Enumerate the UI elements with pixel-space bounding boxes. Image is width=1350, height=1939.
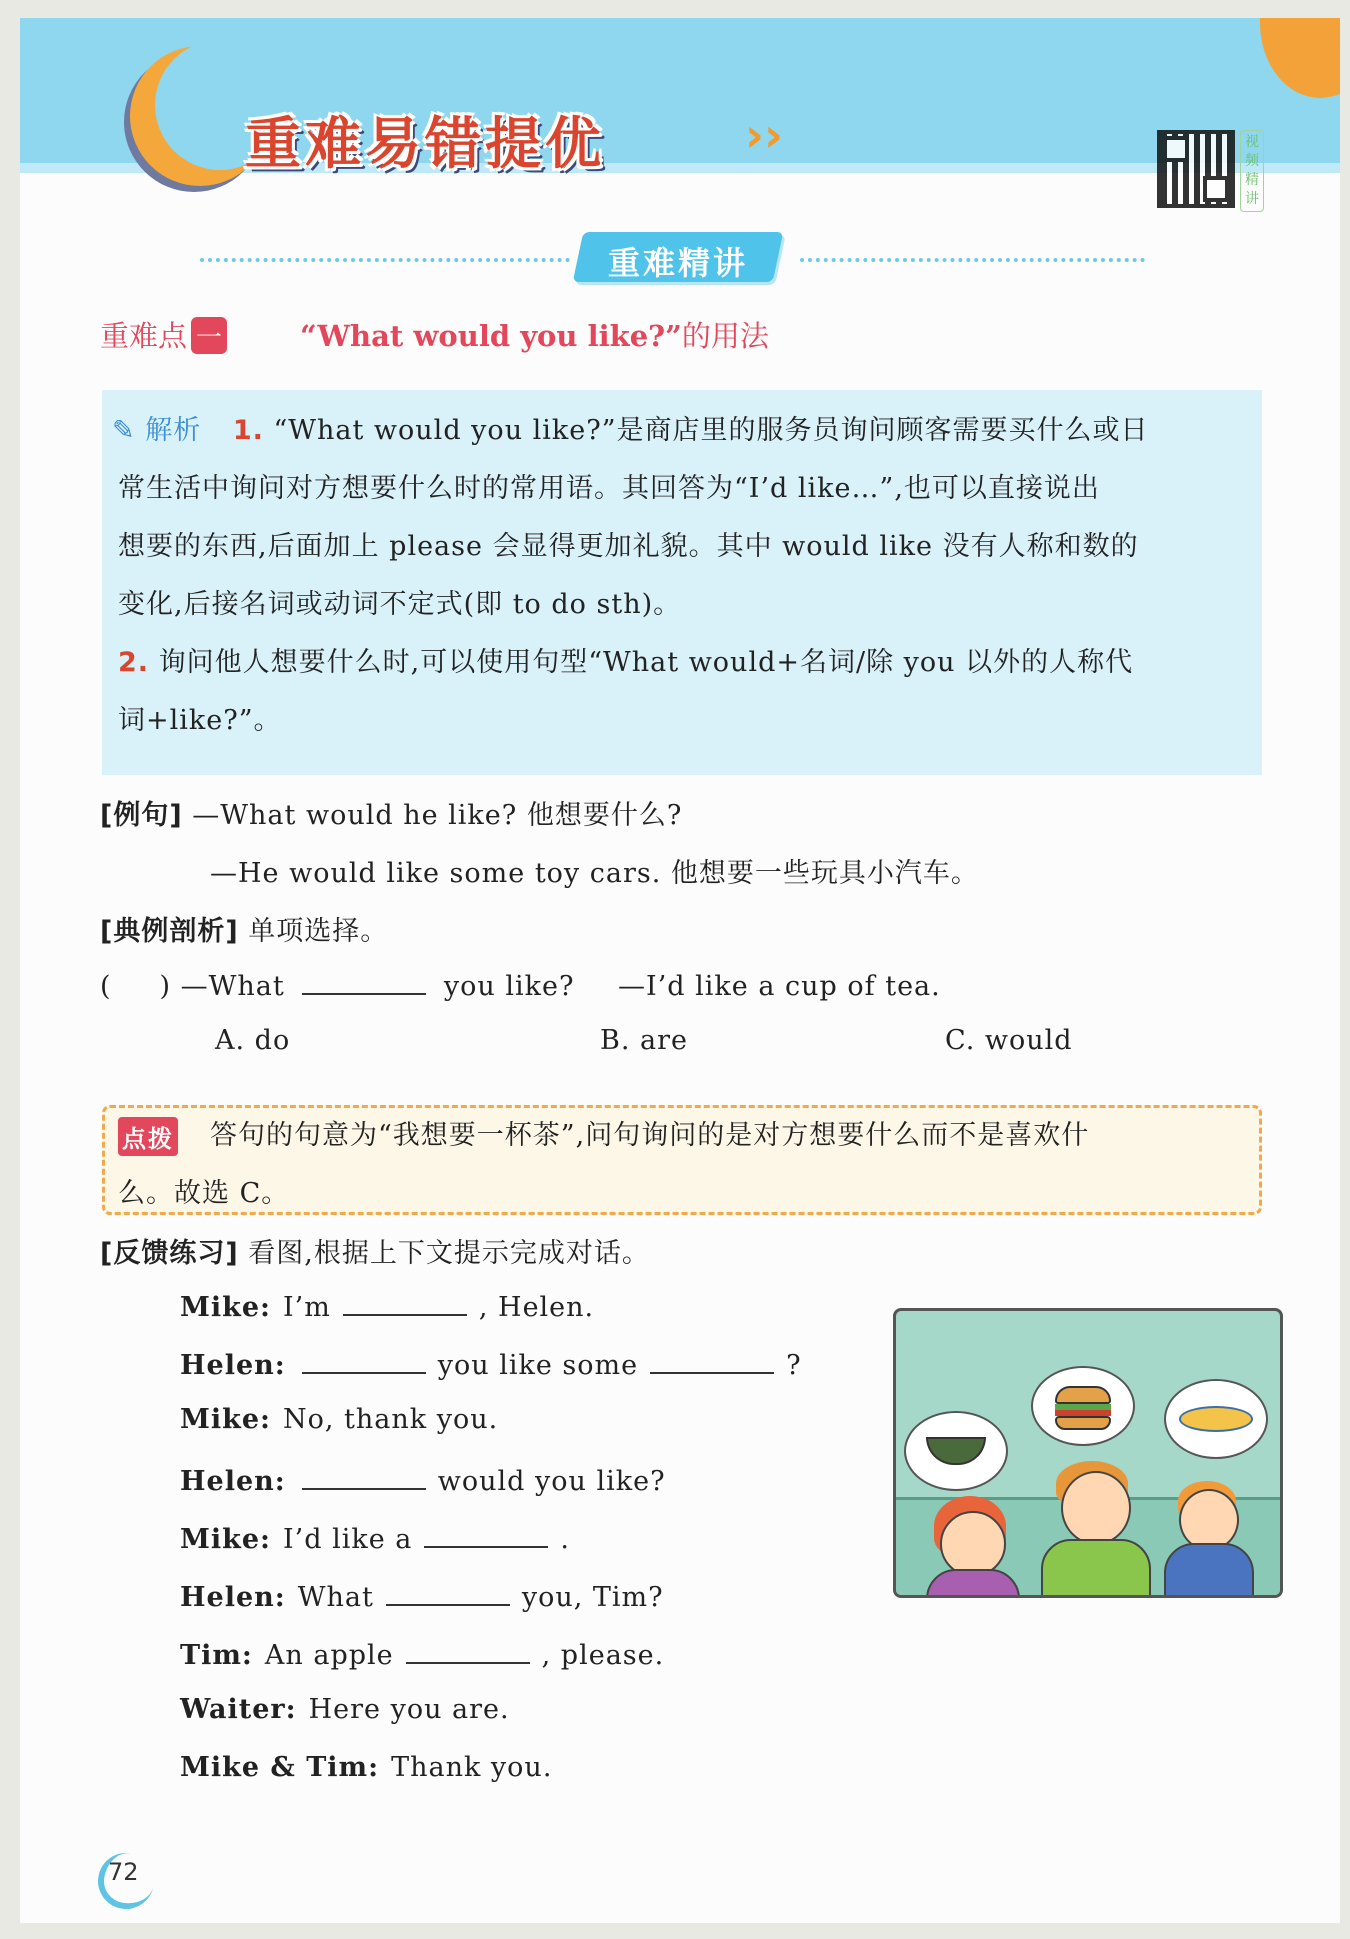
example-question: —What would he like? 他想要什么? [192, 800, 683, 831]
answer-blank[interactable] [406, 1636, 530, 1664]
analysis-line-5 [118, 640, 1133, 679]
question-part-3: —I’d like a cup of tea. [618, 971, 941, 1002]
video-label[interactable]: 视频精讲 [1240, 130, 1264, 212]
dialogue-line [180, 1462, 670, 1497]
keypoint-title [300, 314, 769, 355]
dialogue-text: No, thank you. [283, 1404, 499, 1435]
banner-title: 重难易错提优 [245, 112, 605, 177]
speaker-name: Helen: [180, 1582, 286, 1613]
feedback-instruction: 看图,根据上下文提示完成对话。 [248, 1238, 650, 1269]
dialogue-line [180, 1636, 668, 1671]
dialogue-line [180, 1346, 806, 1381]
dialogue-line [180, 1404, 502, 1435]
answer-blank[interactable] [386, 1578, 510, 1606]
chevron-right-icon: ›› [745, 108, 783, 162]
typical-line [100, 909, 388, 948]
dialogue-text: you, Tim? [521, 1582, 664, 1613]
speaker-name: Mike: [180, 1404, 271, 1435]
dialogue-text: . [560, 1524, 570, 1555]
analysis-num-2: 2. [118, 647, 150, 678]
section-tag-label: 重难精讲 [607, 244, 748, 282]
keypoint-label-text: 重难点 [100, 319, 188, 353]
analysis-p2-line1: 询问他人想要什么时,可以使用句型“What would+名词/除 you 以外的人称代 [158, 647, 1134, 678]
speaker-name: Waiter: [180, 1694, 297, 1725]
speaker-name: Tim: [180, 1640, 253, 1671]
dialogue-line [180, 1694, 514, 1725]
dotted-divider-left [200, 258, 570, 262]
dialogue-text: , Helen. [478, 1292, 595, 1323]
option-a[interactable]: A. do [215, 1025, 291, 1056]
dialogue-text: you like some [437, 1350, 639, 1381]
mike-face [1061, 1471, 1131, 1545]
typical-label: [典例剖析] [100, 916, 239, 947]
keypoint-badge: 一 [191, 317, 227, 354]
keypoint-title-cn: 的用法 [681, 319, 769, 353]
answer-blank[interactable] [343, 1288, 467, 1316]
typical-question [100, 967, 941, 1002]
dialogue-text: What [297, 1582, 374, 1613]
hamburger-thought-bubble [1031, 1366, 1135, 1446]
example-q-line [100, 793, 682, 832]
dialogue-text: An apple [264, 1640, 394, 1671]
example-label: [例句] [100, 800, 183, 831]
typical-instruction: 单项选择。 [248, 916, 389, 947]
question-part-1: —What [180, 971, 285, 1002]
analysis-line-1 [112, 408, 1149, 447]
helen-shirt [926, 1569, 1020, 1598]
analysis-p1-line3: 想要的东西,后面加上 please 会显得更加礼貌。其中 would like 没有人称和数的 [118, 531, 1139, 562]
feedback-line [100, 1231, 650, 1270]
analysis-p1-line2: 常生活中询问对方想要什么时的常用语。其回答为“I’d like…”,也可以直接说出 [118, 473, 1100, 504]
dotted-divider-right [800, 258, 1145, 262]
page-number: 72 [108, 1858, 139, 1886]
analysis-p1-line4: 变化,后接名词或动词不定式(即 to do sth)。 [118, 589, 682, 620]
tim-face [1179, 1489, 1239, 1551]
speaker-name: Helen: [180, 1350, 286, 1381]
keypoint-title-en: “What would you like?” [300, 319, 682, 353]
workbook-page [20, 18, 1340, 1923]
dialogue-text: Thank you. [391, 1752, 553, 1783]
hint-badge: 点拨 [118, 1117, 178, 1156]
hint-line2: 么。故选 C。 [118, 1178, 290, 1209]
question-part-2: you like? [443, 971, 575, 1002]
analysis-p1-line1: “What would you like?”是商店里的服务员询问顾客需要买什么或日 [273, 415, 1149, 446]
dialogue-text: would you like? [437, 1466, 666, 1497]
illustration [893, 1308, 1283, 1598]
dialogue-text: I’m [283, 1292, 331, 1323]
keypoint-label [100, 314, 227, 355]
rice-plate-icon [1179, 1406, 1253, 1432]
dialogue-text: Here you are. [308, 1694, 510, 1725]
pencil-icon: ✎ [112, 415, 136, 446]
option-c[interactable]: C. would [945, 1025, 1073, 1056]
noodles-icon [926, 1437, 986, 1465]
example-answer: —He would like some toy cars. 他想要一些玩具小汽车。 [210, 858, 979, 889]
answer-blank[interactable] [302, 1346, 426, 1374]
qr-code-icon[interactable] [1157, 130, 1235, 208]
answer-blank[interactable] [302, 967, 426, 995]
speaker-name: Helen: [180, 1466, 286, 1497]
option-b[interactable]: B. are [600, 1025, 688, 1056]
dialogue-text: , please. [541, 1640, 665, 1671]
dialogue-line [180, 1752, 556, 1783]
tim-shirt [1164, 1543, 1254, 1598]
dialogue-text: I’d like a [283, 1524, 413, 1555]
dialogue-line [180, 1578, 668, 1613]
dialogue-line [180, 1288, 598, 1323]
answer-blank[interactable] [302, 1462, 426, 1490]
rice-thought-bubble [1164, 1379, 1268, 1459]
speaker-name: Mike: [180, 1524, 271, 1555]
noodles-thought-bubble [904, 1411, 1008, 1491]
analysis-label: 解析 [145, 415, 202, 446]
answer-paren[interactable]: ( ) [100, 971, 171, 1002]
dialogue-text: ? [786, 1350, 802, 1381]
analysis-p2-line2: 词+like?”。 [118, 705, 282, 736]
mike-shirt [1041, 1539, 1151, 1598]
hint-line1: 答句的句意为“我想要一杯茶”,问句询问的是对方想要什么而不是喜欢什 [210, 1120, 1090, 1151]
answer-blank[interactable] [650, 1346, 774, 1374]
dialogue-line [180, 1520, 574, 1555]
speaker-name: Mike: [180, 1292, 271, 1323]
feedback-label: [反馈练习] [100, 1238, 239, 1269]
helen-face [940, 1511, 1006, 1577]
speaker-name: Mike & Tim: [180, 1752, 380, 1783]
hamburger-icon [1055, 1386, 1111, 1426]
analysis-num-1: 1. [232, 415, 264, 446]
answer-blank[interactable] [424, 1520, 548, 1548]
